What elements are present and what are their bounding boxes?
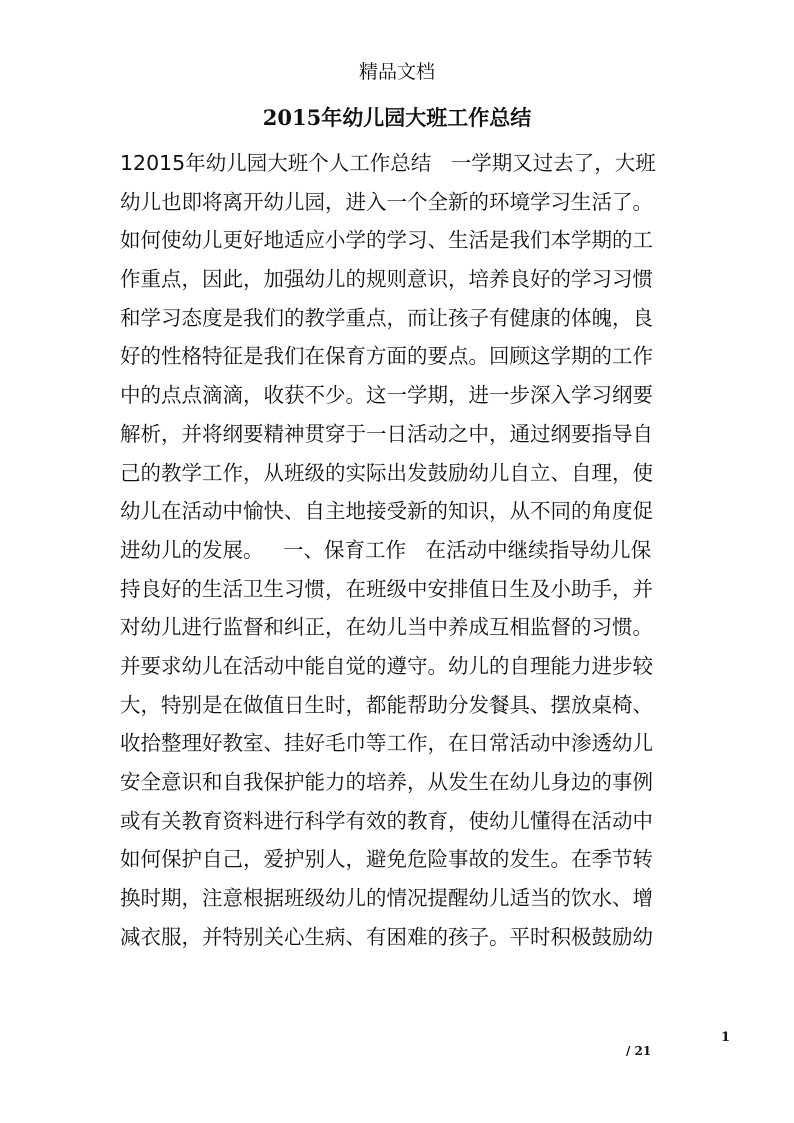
text-line: 安全意识和自我保护能力的培养，从发生在幼儿身边的事例 (120, 770, 653, 794)
body-text (120, 144, 680, 956)
text-line: 持良好的生活卫生习惯，在班级中安排值日生及小助手，并 (120, 576, 653, 601)
text-line: 中的点点滴滴，收获不少。这一学期，进一步深入学习纲要 (120, 383, 653, 408)
text-line: 或有关教育资料进行科学有效的教育，使幼儿懂得在活动中 (120, 808, 653, 833)
text-line: 12015年幼儿园大班个人工作总结 一学期又过去了，大班 (120, 151, 656, 175)
text-line: 幼儿在活动中愉快、自主地接受新的知识，从不同的角度促 (120, 499, 653, 524)
text-line: 己的教学工作，从班级的实际出发鼓励幼儿自立、自理，使 (120, 460, 653, 485)
text-line: 好的性格特征是我们在保育方面的要点。回顾这学期的工作 (120, 344, 653, 369)
text-line: 进幼儿的发展。 一、保育工作 在活动中继续指导幼儿保 (120, 537, 652, 562)
page-total: / 21 (626, 1044, 652, 1058)
text-line: 如何保护自己，爱护别人，避免危险事故的发生。在季节转 (120, 847, 653, 872)
text-line: 解析，并将纲要精神贯穿于一日活动之中，通过纲要指导自 (120, 421, 653, 446)
text-line: 大，特别是在做值日生时，都能帮助分发餐具、摆放桌椅、 (120, 692, 653, 717)
text-line: 作重点，因此，加强幼儿的规则意识，培养良好的学习习惯 (120, 267, 653, 292)
text-line: 收拾整理好教室、挂好毛巾等工作，在日常活动中渗透幼儿 (120, 731, 653, 756)
page-header: 精品文档 (358, 61, 435, 83)
page-number: 1 (721, 1030, 731, 1045)
text-line: 幼儿也即将离开幼儿园，进入一个全新的环境学习生活了。 (120, 189, 653, 214)
text-line: 对幼儿进行监督和纠正，在幼儿当中养成互相监督的习惯。 (120, 615, 653, 640)
text-line: 和学习态度是我们的教学重点，而让孩子有健康的体魄，良 (120, 305, 653, 330)
text-line: 并要求幼儿在活动中能自觉的遵守。幼儿的自理能力进步较 (120, 653, 653, 678)
text-line: 换时期，注意根据班级幼儿的情况提醒幼儿适当的饮水、增 (120, 886, 653, 911)
document-title: 2015年幼儿园大班工作总结 (262, 105, 532, 130)
text-line: 如何使幼儿更好地适应小学的学习、生活是我们本学期的工 (120, 228, 653, 253)
text-line: 减衣服，并特别关心生病、有困难的孩子。平时积极鼓励幼 (120, 924, 653, 949)
